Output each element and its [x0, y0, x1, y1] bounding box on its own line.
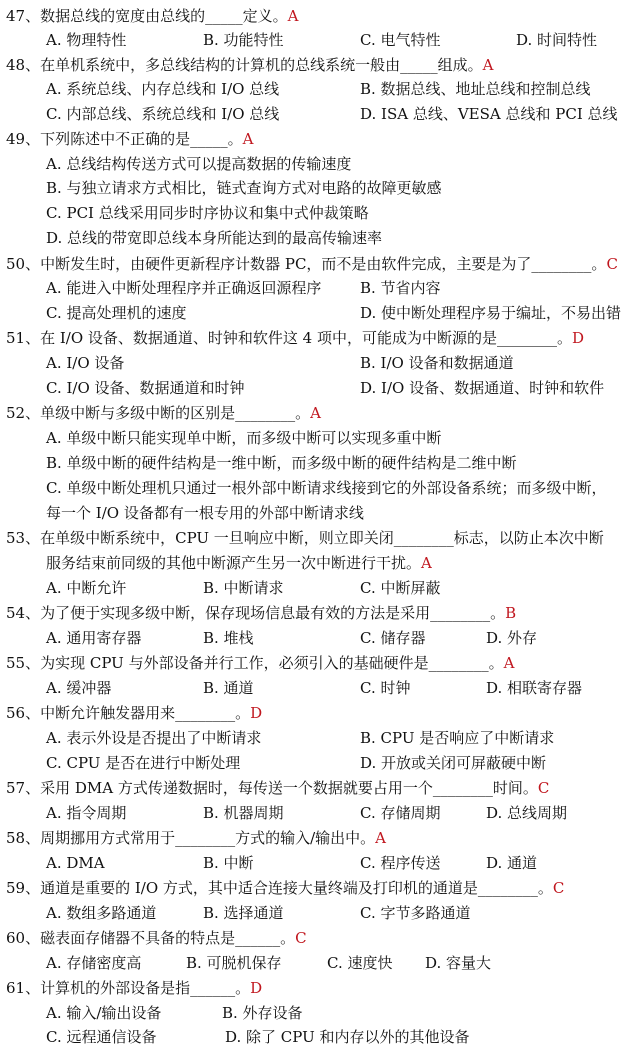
option-c: C. I/O 设备、数据通道和时钟: [46, 379, 245, 397]
question-48: 48、在单机系统中，多总线结构的计算机的总线系统一般由_____组成。A: [6, 56, 494, 74]
question-54: 54、为了便于实现多级中断，保存现场信息最有效的方法是采用________。B: [6, 604, 517, 622]
option-a: A. 系统总线、内存总线和 I/O 总线: [46, 80, 280, 98]
option-b: B. 功能特性: [203, 31, 284, 49]
question-50: 50、中断发生时，由硬件更新程序计数器 PC，而不是由软件完成，主要是为了________。C: [6, 255, 618, 273]
answer-key: D: [571, 329, 585, 347]
option-a: A. 缓冲器: [46, 679, 112, 697]
option-b: B. 数据总线、地址总线和控制总线: [360, 80, 591, 98]
option-b: B. 与独立请求方式相比，链式查询方式对电路的故障更敏感: [46, 179, 442, 197]
option-b: B. 堆栈: [203, 629, 254, 647]
question-57: 57、采用 DMA 方式传递数据时，每传送一个数据就要占用一个________时间。C: [6, 779, 550, 797]
question-59: 59、通道是重要的 I/O 方式，其中适合连接大量终端及打印机的通道是________。C: [6, 879, 565, 897]
option-c: C. 字节多路通道: [360, 904, 471, 922]
answer-key: D: [250, 704, 263, 722]
option-c: C. 时钟: [360, 679, 411, 697]
option-a: A. 单级中断只能实现单中断，而多级中断可以实现多重中断: [46, 429, 442, 447]
answer-key: A: [482, 56, 494, 74]
question-51: 51、在 I/O 设备、数据通道、时钟和软件这 4 项中，可能成为中断源的是________。D: [6, 329, 585, 347]
option-a: A. 表示外设是否提出了中断请求: [46, 729, 262, 747]
question-60: 60、磁表面存储器不具备的特点是______。C: [6, 929, 307, 947]
answer-key: A: [375, 829, 386, 847]
option-d: D. 开放或关闭可屏蔽硬中断: [360, 754, 547, 772]
question-53-continued: 服务结束前同级的其他中断源产生另一次中断进行干扰。A: [46, 554, 432, 572]
option-a: A. 通用寄存器: [46, 629, 142, 647]
option-b: B. 中断: [203, 854, 254, 872]
answer-key: D: [250, 979, 263, 997]
answer-key: C: [295, 929, 307, 947]
option-a: A. 总线结构传送方式可以提高数据的传输速度: [46, 155, 352, 173]
option-c: C. 单级中断处理机只通过一根外部中断请求线接到它的外部设备系统；而多级中断，: [46, 479, 607, 497]
option-a: A. I/O 设备: [46, 354, 125, 372]
option-c: C. 存储周期: [360, 804, 441, 822]
answer-key: C: [606, 255, 618, 273]
option-d: D. 通道: [486, 854, 538, 872]
question-55: 55、为实现 CPU 与外部设备并行工作，必须引入的基础硬件是________。A: [6, 654, 515, 672]
option-b: B. 外存设备: [222, 1004, 303, 1022]
question-61: 61、计算机的外部设备是指______。D: [6, 979, 263, 997]
answer-key: A: [242, 130, 254, 148]
option-d: D. 总线周期: [486, 804, 568, 822]
question-58: 58、周期挪用方式常用于________方式的输入/输出中。A: [6, 829, 386, 847]
option-a: A. DMA: [46, 854, 105, 872]
option-c: C. 程序传送: [360, 854, 441, 872]
answer-key: B: [505, 604, 517, 622]
question-53: 53、在单级中断系统中，CPU 一旦响应中断，则立即关闭________标志，以防止本次中断: [6, 529, 604, 547]
option-a: A. 存储密度高: [46, 954, 142, 972]
option-a: A. 数组多路通道: [46, 904, 157, 922]
option-c: C. 远程通信设备: [46, 1028, 157, 1046]
answer-key: C: [552, 879, 565, 897]
option-c: C. CPU 是否在进行中断处理: [46, 754, 241, 772]
option-c: C. 提高处理机的速度: [46, 304, 187, 322]
option-a: A. 物理特性: [46, 31, 127, 49]
option-b: B. 单级中断的硬件结构是一维中断，而多级中断的硬件结构是二维中断: [46, 454, 517, 472]
option-d: D. 相联寄存器: [486, 679, 583, 697]
option-c: C. 内部总线、系统总线和 I/O 总线: [46, 105, 280, 123]
option-d: D. I/O 设备、数据通道、时钟和软件: [360, 379, 605, 397]
question-52: 52、单级中断与多级中断的区别是________。A: [6, 404, 321, 422]
option-b: B. 选择通道: [203, 904, 284, 922]
option-c: C. PCI 总线采用同步时序协议和集中式仲裁策略: [46, 204, 369, 222]
option-a: A. 输入/输出设备: [46, 1004, 162, 1022]
option-d: D. 容量大: [425, 954, 492, 972]
question-49: 49、下列陈述中不正确的是_____。A: [6, 130, 254, 148]
option-d: D. 外存: [486, 629, 538, 647]
option-b: B. 机器周期: [203, 804, 284, 822]
option-d: D. 除了 CPU 和内存以外的其他设备: [225, 1028, 470, 1046]
option-c: C. 储存器: [360, 629, 426, 647]
question-47: 47、数据总线的宽度由总线的_____定义。A: [6, 7, 299, 25]
option-c: C. 电气特性: [360, 31, 441, 49]
option-c-continued: 每一个 I/O 设备都有一根专用的外部中断请求线: [46, 504, 364, 522]
option-b: B. 节省内容: [360, 279, 441, 297]
option-a: A. 指令周期: [46, 804, 127, 822]
answer-key: A: [421, 554, 432, 572]
option-d: D. 时间特性: [516, 31, 598, 49]
answer-key: C: [537, 779, 550, 797]
option-b: B. 中断请求: [203, 579, 284, 597]
option-b: B. 通道: [203, 679, 254, 697]
option-c: C. 速度快: [327, 954, 393, 972]
option-c: C. 中断屏蔽: [360, 579, 441, 597]
option-a: A. 能进入中断处理程序并正确返回源程序: [46, 279, 322, 297]
option-b: B. 可脱机保存: [186, 954, 282, 972]
answer-key: A: [310, 404, 321, 422]
option-b: B. I/O 设备和数据通道: [360, 354, 514, 372]
option-d: D. ISA 总线、VESA 总线和 PCI 总线: [360, 105, 618, 123]
question-56: 56、中断允许触发器用来________。D: [6, 704, 263, 722]
option-d: D. 总线的带宽即总线本身所能达到的最高传输速率: [46, 229, 383, 247]
option-d: D. 使中断处理程序易于编址，不易出错: [360, 304, 622, 322]
answer-key: A: [287, 7, 299, 25]
answer-key: A: [503, 654, 515, 672]
option-b: B. CPU 是否响应了中断请求: [360, 729, 555, 747]
option-a: A. 中断允许: [46, 579, 127, 597]
